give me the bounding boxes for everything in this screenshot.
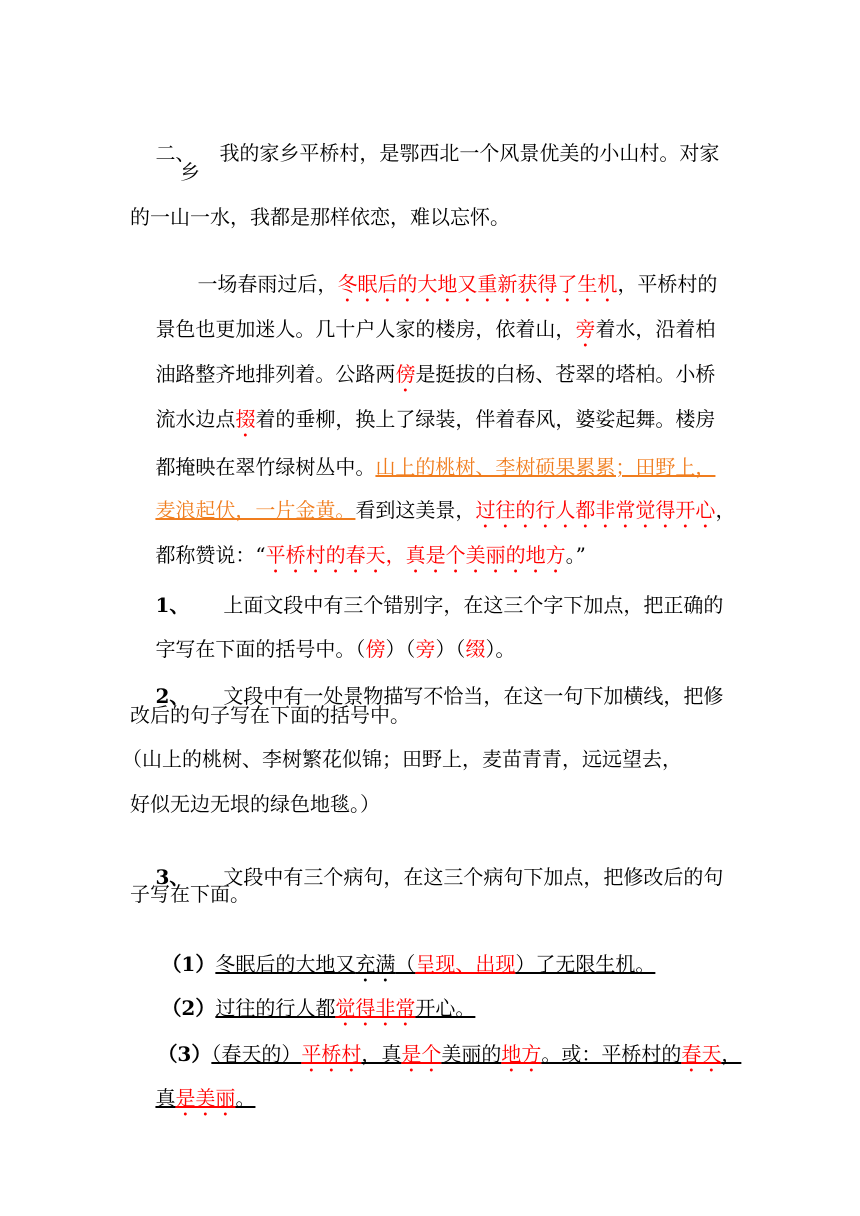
q1-text: ）。 [485, 637, 516, 661]
wrong-char-3: 掇 [235, 407, 256, 431]
passage-text: 景色也更加迷人。几十户人家的楼房，依着山， [155, 317, 576, 341]
q3-s3-text: ， [721, 1042, 742, 1066]
q3-s3-mark-2: 是个 [401, 1042, 442, 1066]
passage-text: 着水，沿着柏 [595, 317, 716, 341]
heading-line-2: 乡 [180, 160, 200, 184]
wrong-char-1: 旁 [575, 317, 596, 341]
q3-s3-text: ，真 [361, 1042, 402, 1066]
q2-answer-line-2: 好似无边无垠的绿色地毯。） [130, 792, 380, 816]
q3-s3-mark-4: 春天 [681, 1042, 722, 1066]
q1-answer-1: 傍 [365, 637, 386, 661]
passage-text: 是挺拔的白杨、苍翠的塔柏。小桥 [415, 362, 716, 386]
q2-line-2: 改后的句子写在下面的括号中。 [130, 703, 410, 727]
q3-text: 文段中有三个病句，在这三个病句下加点，把修改后的句 [223, 865, 724, 889]
q1-text: ）（ [435, 637, 466, 661]
q3-s3-mark-5: 是美丽 [175, 1086, 236, 1110]
q3-s1-text: （ [395, 952, 416, 976]
passage-text: 着的垂柳，换上了绿装，伴着春风，婆娑起舞。楼房 [255, 407, 716, 431]
q3-s2-number: （2） [161, 996, 216, 1020]
q3-s2-error: 觉得非常 [335, 996, 416, 1020]
q3-number: 3、 [155, 865, 190, 889]
passage-text: 都掩映在翠竹绿树丛中。 [155, 455, 376, 479]
wrong-char-2: 傍 [395, 362, 416, 386]
q3-s1-error: 充满 [355, 952, 396, 976]
error-sentence-3: 平桥村的春天，真是个美丽的地方 [265, 543, 566, 567]
q3-s3-text: 。或：平桥村的 [541, 1042, 682, 1066]
q1-text: 字写在下面的括号中。（ [155, 637, 366, 661]
passage-text: 流水边点 [155, 407, 236, 431]
q3-s3-text: （春天的） [211, 1042, 302, 1066]
passage-text: 。” [565, 543, 586, 567]
error-sentence-1: 冬眠后的大地又重新获得了生机 [337, 272, 618, 296]
q2-number: 2、 [155, 684, 190, 708]
heading-line-1 [130, 114, 719, 192]
q1-answer-3: 缀 [465, 637, 486, 661]
heading-title-1: 我的家乡平桥村，是鄂西北一个风景优美的小山村。对家 [219, 141, 720, 165]
q3-s1-text: ）了无限生机。 [515, 952, 656, 976]
q3-line-2: 子写在下面。 [130, 882, 250, 906]
passage-text: ， [715, 498, 736, 522]
passage-text: 一场春雨过后， [197, 272, 338, 296]
q1-answer-2: 旁 [415, 637, 436, 661]
improper-description-2: 麦浪起伏，一片金黄。 [155, 498, 356, 522]
q3-s2-text: 开心。 [415, 996, 476, 1020]
q3-s1-number: （1） [161, 952, 216, 976]
q1-text: 上面文段中有三个错别字，在这三个字下加点，把正确的 [223, 593, 724, 617]
passage-text: ，平桥村的 [617, 272, 718, 296]
q2-text: 文段中有一处景物描写不恰当，在这一句下加横线，把修 [223, 684, 724, 708]
q3-sentence-3-cont [130, 1059, 265, 1147]
q3-s3-text: 。 [235, 1086, 256, 1110]
q3-s1-text: 冬眠后的大地又 [215, 952, 356, 976]
q3-s3-text: 真 [155, 1086, 176, 1110]
passage-text: 都称赞说：“ [155, 543, 266, 567]
q3-s3-text: 美丽的 [441, 1042, 502, 1066]
q3-s3-mark-3: 地方 [501, 1042, 542, 1066]
improper-description-1: 山上的桃树、李树硕果累累；田野上， [375, 455, 716, 479]
q2-answer-line-1: （山上的桃树、李树繁花似锦；田野上，麦苗青青，远远望去， [122, 747, 682, 771]
q1-number: 1、 [155, 593, 190, 617]
q3-s2-text: 过往的行人都 [215, 996, 336, 1020]
q3-s3-mark-1: 平桥村 [301, 1042, 362, 1066]
heading-line-3: 的一山一水，我都是那样依恋，难以忘怀。 [130, 205, 510, 229]
q3-s1-correction: 呈现、出现 [415, 952, 516, 976]
passage-text: 油路整齐地排列着。公路两 [155, 362, 396, 386]
q3-s3-number: （3） [157, 1042, 212, 1066]
error-sentence-2: 过往的行人都非常觉得开心 [475, 498, 716, 522]
passage-text: 看到这美景， [355, 498, 476, 522]
q1-text: ）（ [385, 637, 416, 661]
heading-number: 二、 [155, 141, 196, 165]
